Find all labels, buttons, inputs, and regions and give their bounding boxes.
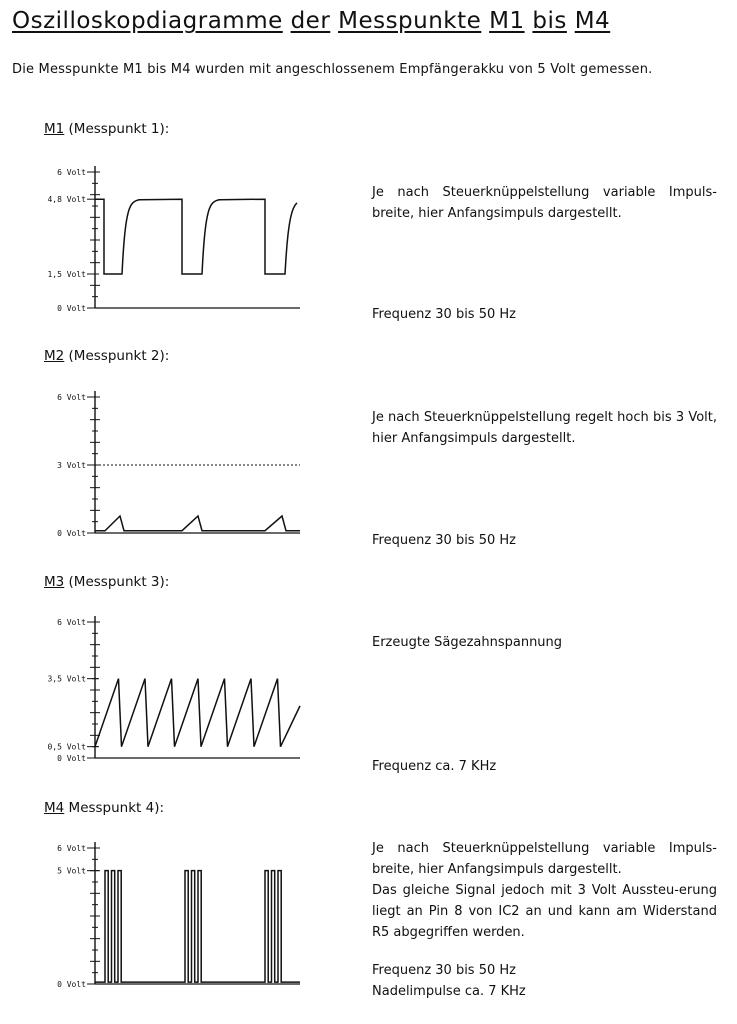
y-tick-label: 5 Volt [57,866,86,876]
description-m3: Erzeugte Sägezahnspannung [372,635,563,650]
heading-rest: (Messpunkt 2): [64,348,170,364]
y-tick-label: 0 Volt [57,754,86,763]
heading-rest: (Messpunkt 1): [64,121,170,137]
signal-trace-m3 [95,679,300,747]
frequency-m2: Frequenz 30 bis 50 Hz [372,533,516,548]
oscilloscope-plot-m1 [0,160,320,330]
description-m1: Je nach Steuerknüppelstellung variable Impuls-breite, hier Anfangsimpuls dargestellt. [372,185,717,221]
title-word: Messpunkte [338,8,482,34]
y-tick-label: 0 Volt [57,304,86,313]
y-tick-label: 3 Volt [57,461,86,470]
y-tick-label: 0,5 Volt [47,742,86,752]
frequency-m4-line1: Frequenz 30 bis 50 Hz [372,963,516,978]
heading-key: M4 [44,800,65,816]
description-m4-line2: Das gleiche Signal jedoch mit 3 Volt Aussteu-erung liegt an Pin 8 von IC2 an und kann am Widerstand R5 abgegriffen werden. [372,883,717,940]
y-tick-label: 0 Volt [57,980,86,989]
y-tick-label: 3,5 Volt [47,674,86,684]
title-word: der [290,8,331,34]
description-m4-line1: Je nach Steuerknüppelstellung variable Impuls-breite, hier Anfangsimpuls dargestellt. [372,841,717,877]
y-tick-label: 6 Volt [57,168,86,177]
signal-trace-m1 [95,199,297,274]
heading-rest: Messpunkt 4): [64,800,165,816]
heading-key: M2 [44,348,65,364]
frequency-m4 [372,960,526,1002]
title-word: bis [532,8,567,34]
description-m2: Je nach Steuerknüppelstellung regelt hoch bis 3 Volt, hier Anfangsimpuls dargestellt. [372,410,717,446]
frequency-m1: Frequenz 30 bis 50 Hz [372,307,516,322]
frequency-m4-line2: Nadelimpulse ca. 7 KHz [372,984,526,999]
y-tick-label: 6 Volt [57,393,86,402]
section-heading-m1 [44,121,169,137]
signal-trace-m2 [95,516,300,531]
y-tick-label: 6 Volt [57,844,86,853]
section-heading-m3 [44,574,169,590]
description-m4 [372,838,717,943]
y-tick-label: 1,5 Volt [47,270,86,279]
y-tick-label: 0 Volt [57,529,86,538]
oscilloscope-plot-m2 [0,385,320,555]
title-word: Oszilloskopdiagramme [12,8,283,34]
section-heading-m2 [44,348,169,364]
title-word: M1 [489,8,525,34]
intro-text: Die Messpunkte M1 bis M4 wurden mit angeschlossenem Empfängerakku von 5 Volt gemessen. [12,62,653,77]
page-title [12,8,610,34]
heading-key: M1 [44,121,65,137]
oscilloscope-plot-m3 [0,610,320,780]
frequency-m3: Frequenz ca. 7 KHz [372,759,497,774]
y-tick-label: 6 Volt [57,618,86,627]
section-heading-m4 [44,800,164,816]
oscilloscope-plot-m4 [0,836,320,1006]
heading-rest: (Messpunkt 3): [64,574,170,590]
title-word: M4 [574,8,611,34]
heading-key: M3 [44,574,65,590]
signal-trace-m4 [95,871,300,983]
y-tick-label: 4,8 Volt [47,195,86,205]
